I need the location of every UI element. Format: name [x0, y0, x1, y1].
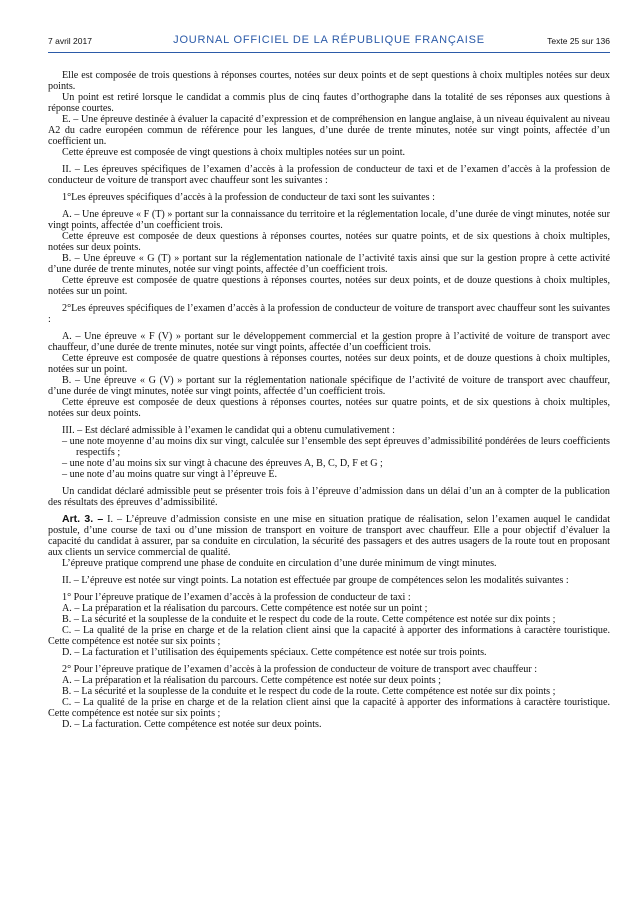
journal-title: JOURNAL OFFICIEL DE LA RÉPUBLIQUE FRANÇAISE: [173, 34, 485, 46]
paragraph: Cette épreuve est composée de deux questions à réponses courtes, notées sur quatre points, et de six questions à choix multiples, notées sur deux points.: [48, 397, 610, 419]
paragraph: A. – Une épreuve « F (V) » portant sur le développement commercial et la gestion propre à l’activité de voiture de transport avec chauffeur, d’une durée de trente minutes, notée sur vingt points, affectée d’un coefficient trois.: [48, 331, 610, 353]
paragraph: A. – La préparation et la réalisation du parcours. Cette compétence est notée sur un point ;: [62, 603, 428, 614]
section-heading-iii: III. – Est déclaré admissible à l’examen le candidat qui a obtenu cumulativement :: [62, 425, 395, 436]
subsection-vtc-practical: 2° Pour l’épreuve pratique de l’examen d’accès à la profession de conducteur de voiture de transport avec chauffeur :: [62, 664, 538, 675]
paragraph: Cette épreuve est composée de quatre questions à réponses courtes, notées sur deux points, et de douze questions à choix multiples, notées sur un point.: [48, 275, 610, 297]
paragraph: B. – La sécurité et la souplesse de la conduite et le respect du code de la route. Cette compétence est notée sur dix points ;: [62, 614, 556, 625]
paragraph: L’épreuve pratique comprend une phase de conduite en circulation d’une durée minimum de vingt minutes.: [62, 558, 497, 569]
header-date: 7 avril 2017: [48, 36, 92, 46]
paragraph: B. – Une épreuve « G (T) » portant sur la réglementation nationale de l’activité taxis ainsi que sur la gestion propre à cette activité d’une durée de trente minutes, notée sur vingt points, affectée d’un coefficient trois.: [48, 253, 610, 275]
header-text-number: Texte 25 sur 136: [547, 36, 610, 46]
list-item: – une note d’au moins six sur vingt à chacune des épreuves A, B, C, D, F et G ;: [62, 458, 383, 469]
article-3-paragraph: [48, 514, 610, 558]
article-text: I. – L’épreuve d’admission consiste en une mise en situation pratique de réalisation, selon l’examen auquel le candidat postule, d’une course de taxi ou d’une mission de transport en voiture de transport avec chauffeur. Elle a pour objectif d’évaluer la capacité du candidat à assurer, par sa conduite en circulation, la sécurité des passagers et des autres usagers de la route tout en proposant aux clients un service commercial de qualité.: [48, 514, 611, 558]
list-item: – une note d’au moins quatre sur vingt à l’épreuve E.: [62, 469, 278, 480]
paragraph: B. – Une épreuve « G (V) » portant sur la réglementation nationale spécifique de l’activité de voiture de transport avec chauffeur, d’une durée de vingt minutes, notée sur vingt points, affectée d’un coefficient trois.: [48, 375, 610, 397]
paragraph: Cette épreuve est composée de deux questions à réponses courtes, notées sur quatre points, et de six questions à choix multiples, notées sur deux points.: [48, 231, 610, 253]
paragraph: A. – La préparation et la réalisation du parcours. Cette compétence est notée sur deux points ;: [62, 675, 441, 686]
paragraph: D. – La facturation et l’utilisation des équipements spéciaux. Cette compétence est notée sur trois points.: [62, 647, 487, 658]
paragraph: Cette épreuve est composée de quatre questions à réponses courtes, notées sur deux points, et de douze questions à choix multiples, notées sur un point.: [48, 353, 610, 375]
paragraph: Un candidat déclaré admissible peut se présenter trois fois à l’épreuve d’admission dans un délai d’un an à compter de la publication des résultats des épreuves d’admissibilité.: [48, 486, 610, 508]
subsection-vtc: 2°Les épreuves spécifiques de l’examen d’accès à la profession de conducteur de voiture de transport avec chauffeur sont les suivantes :: [48, 303, 610, 325]
paragraph: E. – Une épreuve destinée à évaluer la capacité d’expression et de compréhension en langue anglaise, à un niveau équivalent au niveau A2 du cadre européen commun de référence pour les langues, d’une durée de trente minutes, notée sur vingt points, affectée d’un coefficient un.: [48, 114, 610, 147]
paragraph: Elle est composée de trois questions à réponses courtes, notées sur deux points et de sept questions à choix multiples notées sur deux points.: [48, 70, 610, 92]
list-item: – une note moyenne d’au moins dix sur vingt, calculée sur l’ensemble des sept épreuves d’admissibilité pondérées de leurs coefficients respectifs ;: [62, 436, 610, 458]
paragraph: Un point est retiré lorsque le candidat a commis plus de cinq fautes d’orthographe dans la totalité de ses réponses aux questions à réponse courtes.: [48, 92, 610, 114]
admissibility-list: [48, 436, 610, 480]
subsection-taxi-practical: 1° Pour l’épreuve pratique de l’examen d’accès à la profession de conducteur de taxi :: [62, 592, 411, 603]
section-heading-ii: II. – Les épreuves spécifiques de l’examen d’accès à la profession de conducteur de taxi et de l’examen d’accès à la profession de conducteur de voiture de transport avec chauffeur sont les suivantes :: [48, 164, 610, 186]
paragraph: A. – Une épreuve « F (T) » portant sur la connaissance du territoire et la réglementation locale, d’une durée de vingt minutes, notée sur vingt points, affectée d’un coefficient trois.: [48, 209, 610, 231]
subsection-taxi: 1°Les épreuves spécifiques d’accès à la profession de conducteur de taxi sont les suivantes :: [62, 192, 435, 203]
page-header: [48, 34, 610, 53]
article-label: Art. 3. –: [62, 513, 104, 525]
paragraph: D. – La facturation. Cette compétence est notée sur deux points.: [62, 719, 322, 730]
document-body: [48, 70, 610, 730]
paragraph: C. – La qualité de la prise en charge et de la relation client ainsi que la capacité à apporter des informations à caractère touristique. Cette compétence est notée sur six points ;: [48, 697, 610, 719]
paragraph: B. – La sécurité et la souplesse de la conduite et le respect du code de la route. Cette compétence est notée sur dix points ;: [62, 686, 556, 697]
paragraph: C. – La qualité de la prise en charge et de la relation client ainsi que la capacité à apporter des informations à caractère touristique. Cette compétence est notée sur six points ;: [48, 625, 610, 647]
paragraph: II. – L’épreuve est notée sur vingt points. La notation est effectuée par groupe de compétences selon les modalités suivantes :: [62, 575, 569, 586]
paragraph: Cette épreuve est composée de vingt questions à choix multiples notées sur un point.: [62, 147, 406, 158]
